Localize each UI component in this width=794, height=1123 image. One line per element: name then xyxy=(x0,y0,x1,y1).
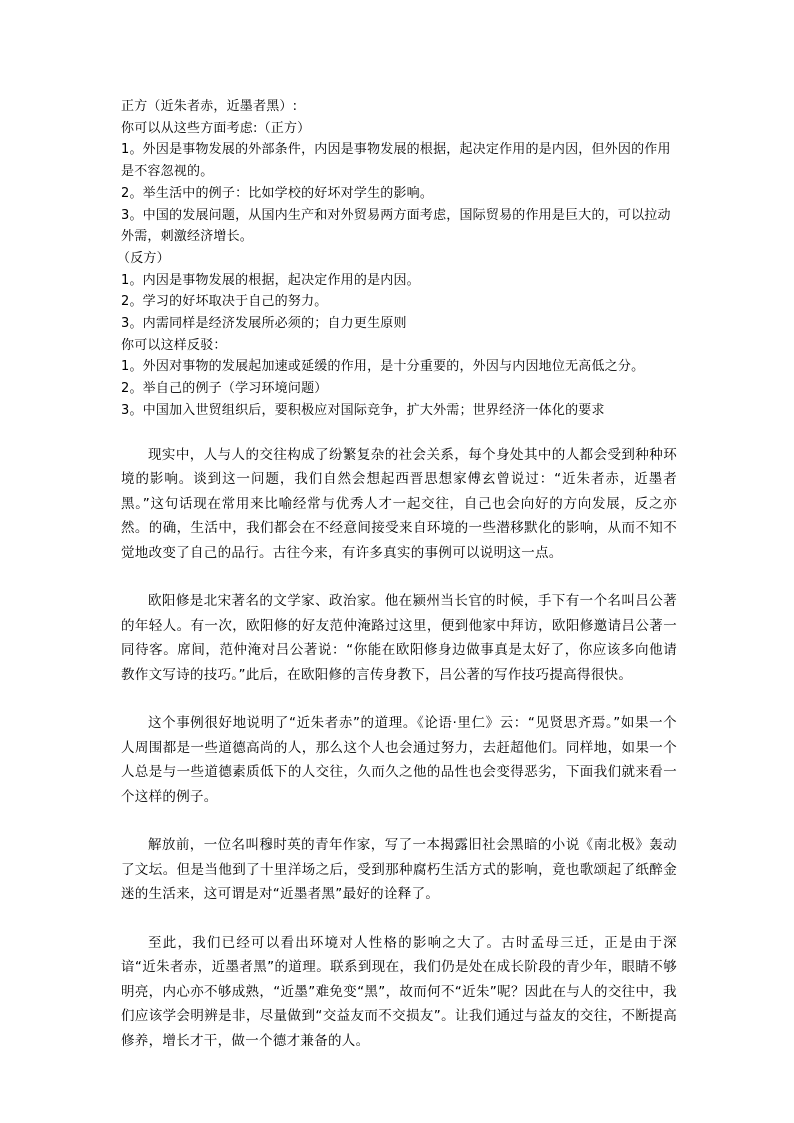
document-body xyxy=(117,96,677,1077)
outline-line: 你可以这样反驳： xyxy=(121,337,227,353)
outline-line: 2。举自己的例子（学习环境问题） xyxy=(121,381,328,397)
outline-line: 2。举生活中的例子：比如学校的好坏对学生的影响。 xyxy=(121,185,434,201)
outline-line: （反方） xyxy=(117,250,170,266)
essay-paragraph: 解放前，一位名叫穆时英的青年作家，写了一本揭露旧社会黑暗的小说《南北极》轰动了文坛。但是当他到了十里洋场之后，受到那种腐朽生活方式的影响，竟也歌颂起了纸醉金迷的生活来，这可谓是对“近墨者黑”最好的诠释了。 xyxy=(121,837,677,903)
outline-line: 2。学习的好坏取决于自己的努力。 xyxy=(121,294,328,310)
outline-line: 正方（近朱者赤，近墨者黑）: xyxy=(121,99,298,114)
outline-line: 1。外因是事物发展的外部条件，内因是事物发展的根据，起决定作用的是内因，但外因的作用是不容忽视的。 xyxy=(121,142,671,180)
outline-line: 1。外因对事物的发展起加速或延缓的作用，是十分重要的，外因与内因地位无高低之分。 xyxy=(121,359,645,375)
essay-paragraph: 现实中，人与人的交往构成了纷繁复杂的社会关系，每个身处其中的人都会受到种种环境的影响。谈到这一问题，我们自然会想起西晋思想家傅玄曾说过：“近朱者赤，近墨者黑。”这句话现在常用来比喻经常与优秀人才一起交往，自己也会向好的方向发展，反之亦然。的确，生活中，我们都会在不经意间接受来自环境的一些潜移默化的影响，从而不知不觉地改变了自己的品行。古往今来，有许多真实的事例可以说明这一点。 xyxy=(121,446,677,561)
essay-paragraph: 欧阳修是北宋著名的文学家、政治家。他在颍州当长官的时候，手下有一个名叫吕公著的年轻人。有一次，欧阳修的好友范仲淹路过这里，便到他家中拜访，欧阳修邀请吕公著一同待客。席间，范仲淹对吕公著说：“你能在欧阳修身边做事真是太好了，你应该多向他请教作文写诗的技巧。”此后，在欧阳修的言传身教下，吕公著的写作技巧提高得很快。 xyxy=(121,593,677,683)
debate-outline xyxy=(117,96,677,422)
essay-paragraph: 至此，我们已经可以看出环境对人性格的影响之大了。古时孟母三迁，正是由于深谙“近朱者赤，近墨者黑”的道理。联系到现在，我们仍是处在成长阶段的青少年，眼睛不够明亮，内心亦不够成熟，“近墨”难免变“黑”，故而何不“近朱”呢？因此在与人的交往中，我们应该学会明辨是非，尽量做到“交益友而不交损友”。让我们通过与益友的交往，不断提高修养，增长才干，做一个德才兼备的人。 xyxy=(121,934,677,1049)
essay xyxy=(121,443,677,1054)
outline-line: 3。内需同样是经济发展所必须的；自力更生原则 xyxy=(121,316,407,332)
outline-line: 3。中国的发展问题，从国内生产和对外贸易两方面考虑，国际贸易的作用是巨大的，可以拉动外需，刺激经济增长。 xyxy=(121,207,671,245)
outline-line: 1。内因是事物发展的根据，起决定作用的是内因。 xyxy=(121,272,420,288)
essay-paragraph: 这个事例很好地说明了“近朱者赤”的道理。《论语·里仁》云：“见贤思齐焉。”如果一个人周围都是一些道德高尚的人，那么这个人也会通过努力，去赶超他们。同样地，如果一个人总是与一些道德素质低下的人交往，久而久之他的品性也会变得恶劣，下面我们就来看一个这样的例子。 xyxy=(121,715,677,805)
outline-line: 3。中国加入世贸组织后，要积极应对国际竞争，扩大外需；世界经济一体化的要求 xyxy=(121,402,605,418)
outline-line: 你可以从这些方面考虑:（正方） xyxy=(121,120,311,136)
